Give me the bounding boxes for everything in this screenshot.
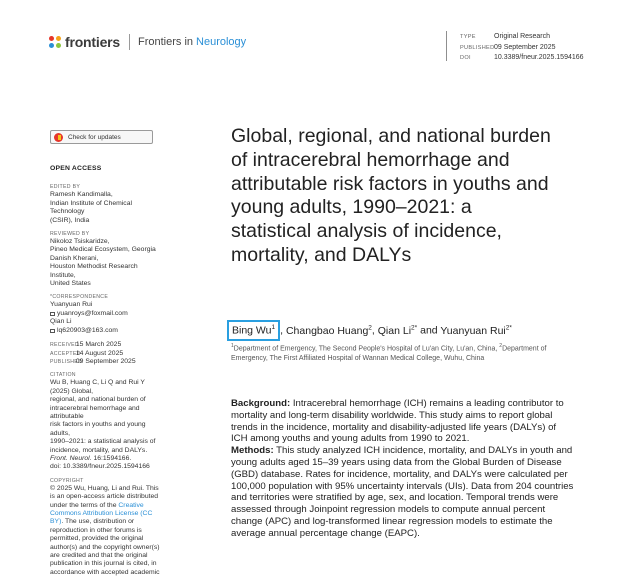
article-dates bbox=[50, 341, 160, 366]
article-title: Global, regional, and national burden of intracerebral hemorrhage and attributable risk factors in youths and young adults, 1990–2021: a statistical analysis of incidence, mortality, and DALYs bbox=[231, 125, 551, 266]
received-date: RECEIVED 15 March 2025 bbox=[50, 341, 122, 349]
citation: CITATION Wu B, Huang C, Li Q and Rui Y (2025) Global, regional, and national burden of intracerebral hemorrhage and attributable risk factors in youths and young adults, 1990–2021: a statistical analysis of incidence, mortality, and DALYs. Front. Neurol. 16:1594166. doi: 10.3389/fneur.2025.1594166 bbox=[50, 372, 160, 471]
published-date: PUBLISHED 09 September 2025 bbox=[50, 357, 136, 365]
email-link[interactable]: lq620903@163.com bbox=[50, 327, 160, 335]
author-bing-wu[interactable]: Bing Wu$^1$ bbox=[227, 320, 280, 341]
author-list: Bing Wu$^1$ , Changbao Huang$^2$, Qian $Li^{2*}$ and Yuanyuan Rui$^{2*}$ bbox=[231, 320, 571, 341]
open-access-heading: OPEN ACCESS bbox=[50, 165, 102, 172]
journal-header bbox=[49, 34, 246, 50]
license-link[interactable]: Creative Commons Attribution License (CC BY) bbox=[50, 501, 153, 526]
frontiers-logo-text: frontiers bbox=[65, 34, 120, 50]
email-link[interactable]: yuanroys@foxmail.com bbox=[50, 310, 160, 318]
meta-divider bbox=[446, 31, 447, 61]
copyright: COPYRIGHT © 2025 Wu, Huang, Li and Rui. This is an open-access article distributed under the terms of the Creative Commons Attribution License (CC BY). The use, distribution or reproduction in other forums is permitted, provided the original author(s) and the copyright owner(s) are credited and that the original publication in this journal is cited, in accordance with accepted academic bbox=[50, 477, 160, 576]
accepted-date: ACCEPTED 14 August 2025 bbox=[50, 349, 124, 357]
citation-doi[interactable]: doi: 10.3389/fneur.2025.1594166 bbox=[50, 463, 150, 471]
meta-type: TYPE Original Research bbox=[460, 33, 551, 40]
edited-by: EDITED BY Ramesh Kandimalla, Indian Institute of Chemical Technology (CSIR), India bbox=[50, 184, 132, 224]
check-for-updates-label: Check for updates bbox=[68, 133, 121, 141]
meta-doi[interactable]: DOI 10.3389/fneur.2025.1594166 bbox=[460, 54, 584, 62]
journal-prefix: Frontiers in bbox=[138, 36, 194, 48]
affiliations: $^1$Department of Emergency, The Second People's Hospital of Lu'an City, Lu'an, China, $^2$Department of Emergency, The First Affiliated Hospital of Wannan Medical College, Wuhu, China bbox=[231, 343, 547, 362]
abstract-methods: Methods: This study analyzed ICH incidence, mortality, and DALYs in youth and young adults aged 15–39 years using data from the Global Burden of Disease (GBD) database. Rates for incidence, mortality, and DALYs were calculated per 100,000 population with 95% uncertainty intervals (UIs). Data from 204 countries and territories were stratified by age, sex, and location. Temporal trends were assessed through Joinpoint regression models to compute annual percent change (APC) and log-transformed linear regression models to estimate the average annual percentage change (EAPC). bbox=[231, 445, 574, 539]
crossmark-icon bbox=[54, 133, 63, 142]
check-for-updates-button[interactable] bbox=[50, 130, 153, 144]
author-yuanyuan-rui[interactable]: Yuanyuan Rui$^{2*}$ bbox=[440, 324, 512, 337]
author-qian-li[interactable]: Qian $Li^{2*}$ bbox=[377, 324, 418, 337]
reviewed-by: REVIEWED BY Nikoloz Tsiskaridze, Pineo Medical Ecosystem, Georgia Danish Kherani, Houston Methodist Research Institute, United States bbox=[50, 231, 156, 288]
abstract bbox=[231, 398, 574, 540]
meta-published: PUBLISHED09 September 2025 bbox=[460, 43, 556, 51]
article-meta bbox=[460, 32, 584, 64]
header-divider bbox=[129, 34, 130, 50]
author-changbao-huang[interactable]: Changbao Huang$^2$ bbox=[285, 324, 372, 337]
correspondence: *CORRESPONDENCE Yuanyuan Rui yuanroys@foxmail.com Qian Li lq620903@163.com bbox=[50, 294, 160, 335]
envelope-icon bbox=[50, 329, 55, 333]
frontiers-logo-icon bbox=[49, 36, 62, 49]
journal-name: Neurology bbox=[196, 36, 247, 48]
abstract-background: Background: Intracerebral hemorrhage (ICH) remains a leading contributor to mortality and long-term disability worldwide. This study aims to report global trends in the incidence, mortality and disability-adjusted life years (DALYs) of ICH among youths and young adults from 1990 to 2021. bbox=[231, 398, 564, 445]
envelope-icon bbox=[50, 312, 55, 316]
article-sidebar bbox=[50, 165, 160, 583]
